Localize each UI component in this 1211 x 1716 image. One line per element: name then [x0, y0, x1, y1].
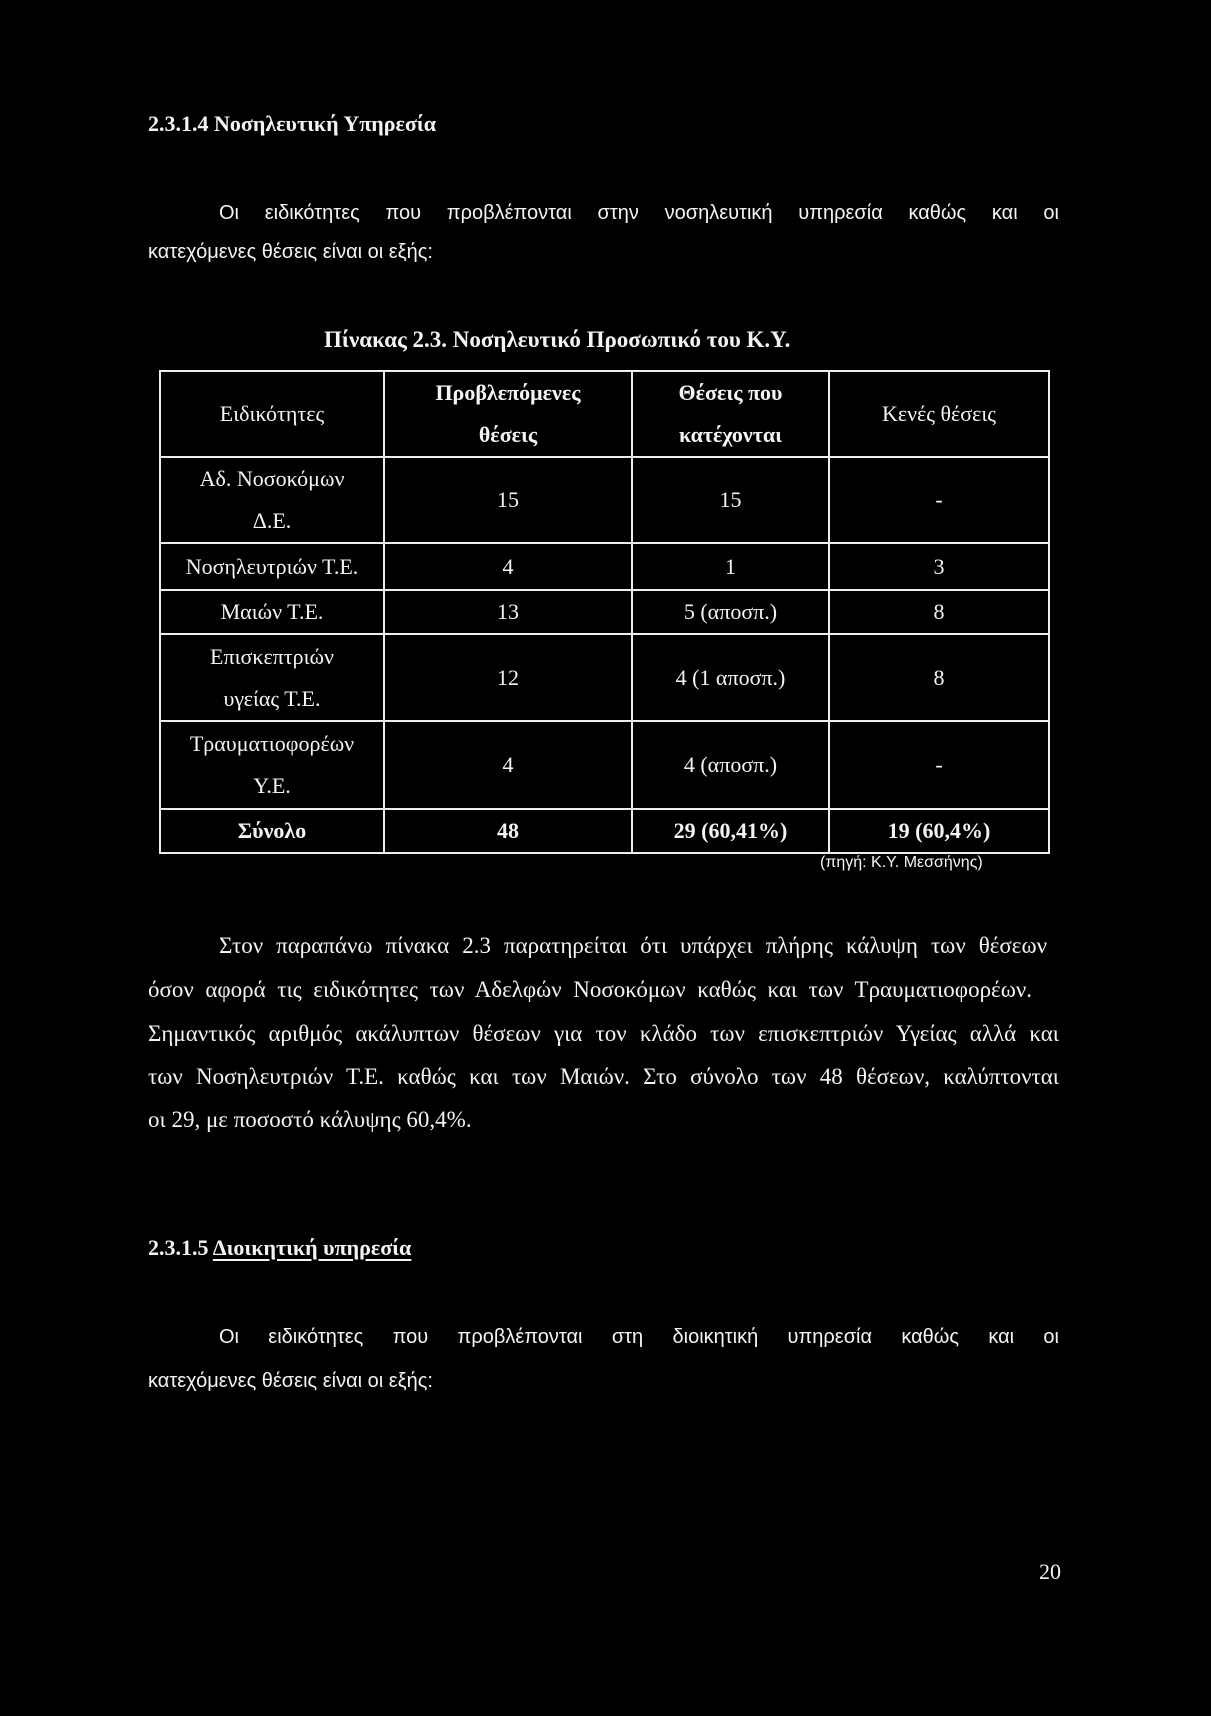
page-number: 20: [1039, 1559, 1061, 1584]
vacant-cell: 8: [829, 590, 1049, 634]
paragraph-line: κατεχόμενες θέσεις είναι οι εξής:: [148, 241, 433, 263]
total-occupied-cell: 29 (60,41%): [632, 809, 829, 853]
header-text: Ειδικότητες: [219, 401, 325, 426]
specialty-text: Αδ. Νοσοκόμων: [199, 466, 345, 491]
planned-cell: 13: [384, 590, 632, 634]
paragraph-line: κατεχόμενες θέσεις είναι οι εξής:: [148, 1370, 433, 1392]
occupied-cell: 5 (αποσπ.): [632, 590, 829, 634]
header-text: κατέχονται: [679, 422, 782, 447]
table-caption: Πίνακας 2.3. Νοσηλευτικό Προσωπικό του Κ.Υ.: [324, 327, 791, 352]
source-note: (πηγή: Κ.Υ. Μεσσήνης): [820, 854, 983, 871]
occupied-cell: 1: [632, 543, 829, 590]
total-label-cell: Σύνολο: [160, 809, 384, 853]
planned-cell: 15: [384, 457, 632, 543]
table-header-row: [160, 371, 1049, 457]
paragraph-line: οι 29, με ποσοστό κάλυψης 60,4%.: [148, 1107, 472, 1132]
specialty-cell: [160, 457, 384, 543]
header-text: Προβλεπόμενες: [435, 380, 581, 405]
occupied-cell: 4 (αποσπ.): [632, 721, 829, 809]
occupied-cell: 4 (1 αποσπ.): [632, 634, 829, 721]
specialty-text: Νοσηλευτριών Τ.Ε.: [185, 553, 359, 579]
table-row: [160, 543, 1049, 590]
vacant-cell: -: [829, 721, 1049, 809]
planned-cell: 12: [384, 634, 632, 721]
planned-cell: 4: [384, 543, 632, 590]
section-number: 2.3.1.4: [148, 111, 209, 136]
header-vacant: [829, 371, 1049, 457]
total-row: [160, 809, 1049, 853]
paragraph-line: Σημαντικός αριθμός ακάλυπτων θέσεων για τον κλάδο των επισκεπτριών Υγείας αλλά και: [148, 1021, 1059, 1046]
occupied-cell: 15: [632, 457, 829, 543]
planned-cell: 4: [384, 721, 632, 809]
header-specialty: [160, 371, 384, 457]
paragraph-line: Στον παραπάνω πίνακα 2.3 παρατηρείται ότι υπάρχει πλήρης κάλυψη των θέσεων: [219, 933, 1047, 958]
vacant-cell: -: [829, 457, 1049, 543]
specialty-cell: [160, 721, 384, 809]
specialty-text: Υ.Ε.: [253, 773, 291, 798]
paragraph-line: όσον αφορά τις ειδικότητες των Αδελφών Νοσοκόμων καθώς και των Τραυματιοφορέων.: [148, 977, 1032, 1002]
staff-table: [159, 370, 1050, 854]
section-title: Διοικητική υπηρεσία: [212, 1235, 412, 1260]
section-heading: [148, 110, 436, 138]
total-vacant-cell: 19 (60,4%): [829, 809, 1049, 853]
table-row: [160, 634, 1049, 721]
header-occupied: [632, 371, 829, 457]
specialty-text: Μαιών Τ.Ε.: [220, 599, 324, 624]
section-heading: [148, 1234, 411, 1262]
specialty-cell: [160, 634, 384, 721]
section-title: Νοσηλευτική Υπηρεσία: [214, 111, 436, 136]
specialty-text: Επισκεπτριών: [210, 643, 334, 669]
paragraph-line: Οι ειδικότητες που προβλέπονται στην νοσηλευτική υπηρεσία καθώς και οι: [219, 202, 1059, 224]
header-planned: [384, 371, 632, 457]
section-number: 2.3.1.5: [148, 1235, 209, 1260]
specialty-cell: [160, 590, 384, 634]
specialty-text: υγείας Τ.Ε.: [223, 685, 321, 711]
header-text: θέσεις: [478, 422, 538, 447]
vacant-cell: 3: [829, 543, 1049, 590]
table-row: [160, 721, 1049, 809]
table-row: [160, 590, 1049, 634]
header-text: Θέσεις που: [678, 380, 783, 405]
specialty-text: Δ.Ε.: [252, 508, 292, 533]
paragraph-line: των Νοσηλευτριών Τ.Ε. καθώς και των Μαιών. Στο σύνολο των 48 θέσεων, καλύπτονται: [148, 1064, 1059, 1089]
specialty-cell: [160, 543, 384, 590]
total-planned-cell: 48: [384, 809, 632, 853]
paragraph-line: Οι ειδικότητες που προβλέπονται στη διοικητική υπηρεσία καθώς και οι: [219, 1326, 1059, 1348]
table-row: [160, 457, 1049, 543]
header-text: Κενές θέσεις: [881, 401, 997, 426]
specialty-text: Τραυματιοφορέων: [189, 731, 355, 756]
vacant-cell: 8: [829, 634, 1049, 721]
